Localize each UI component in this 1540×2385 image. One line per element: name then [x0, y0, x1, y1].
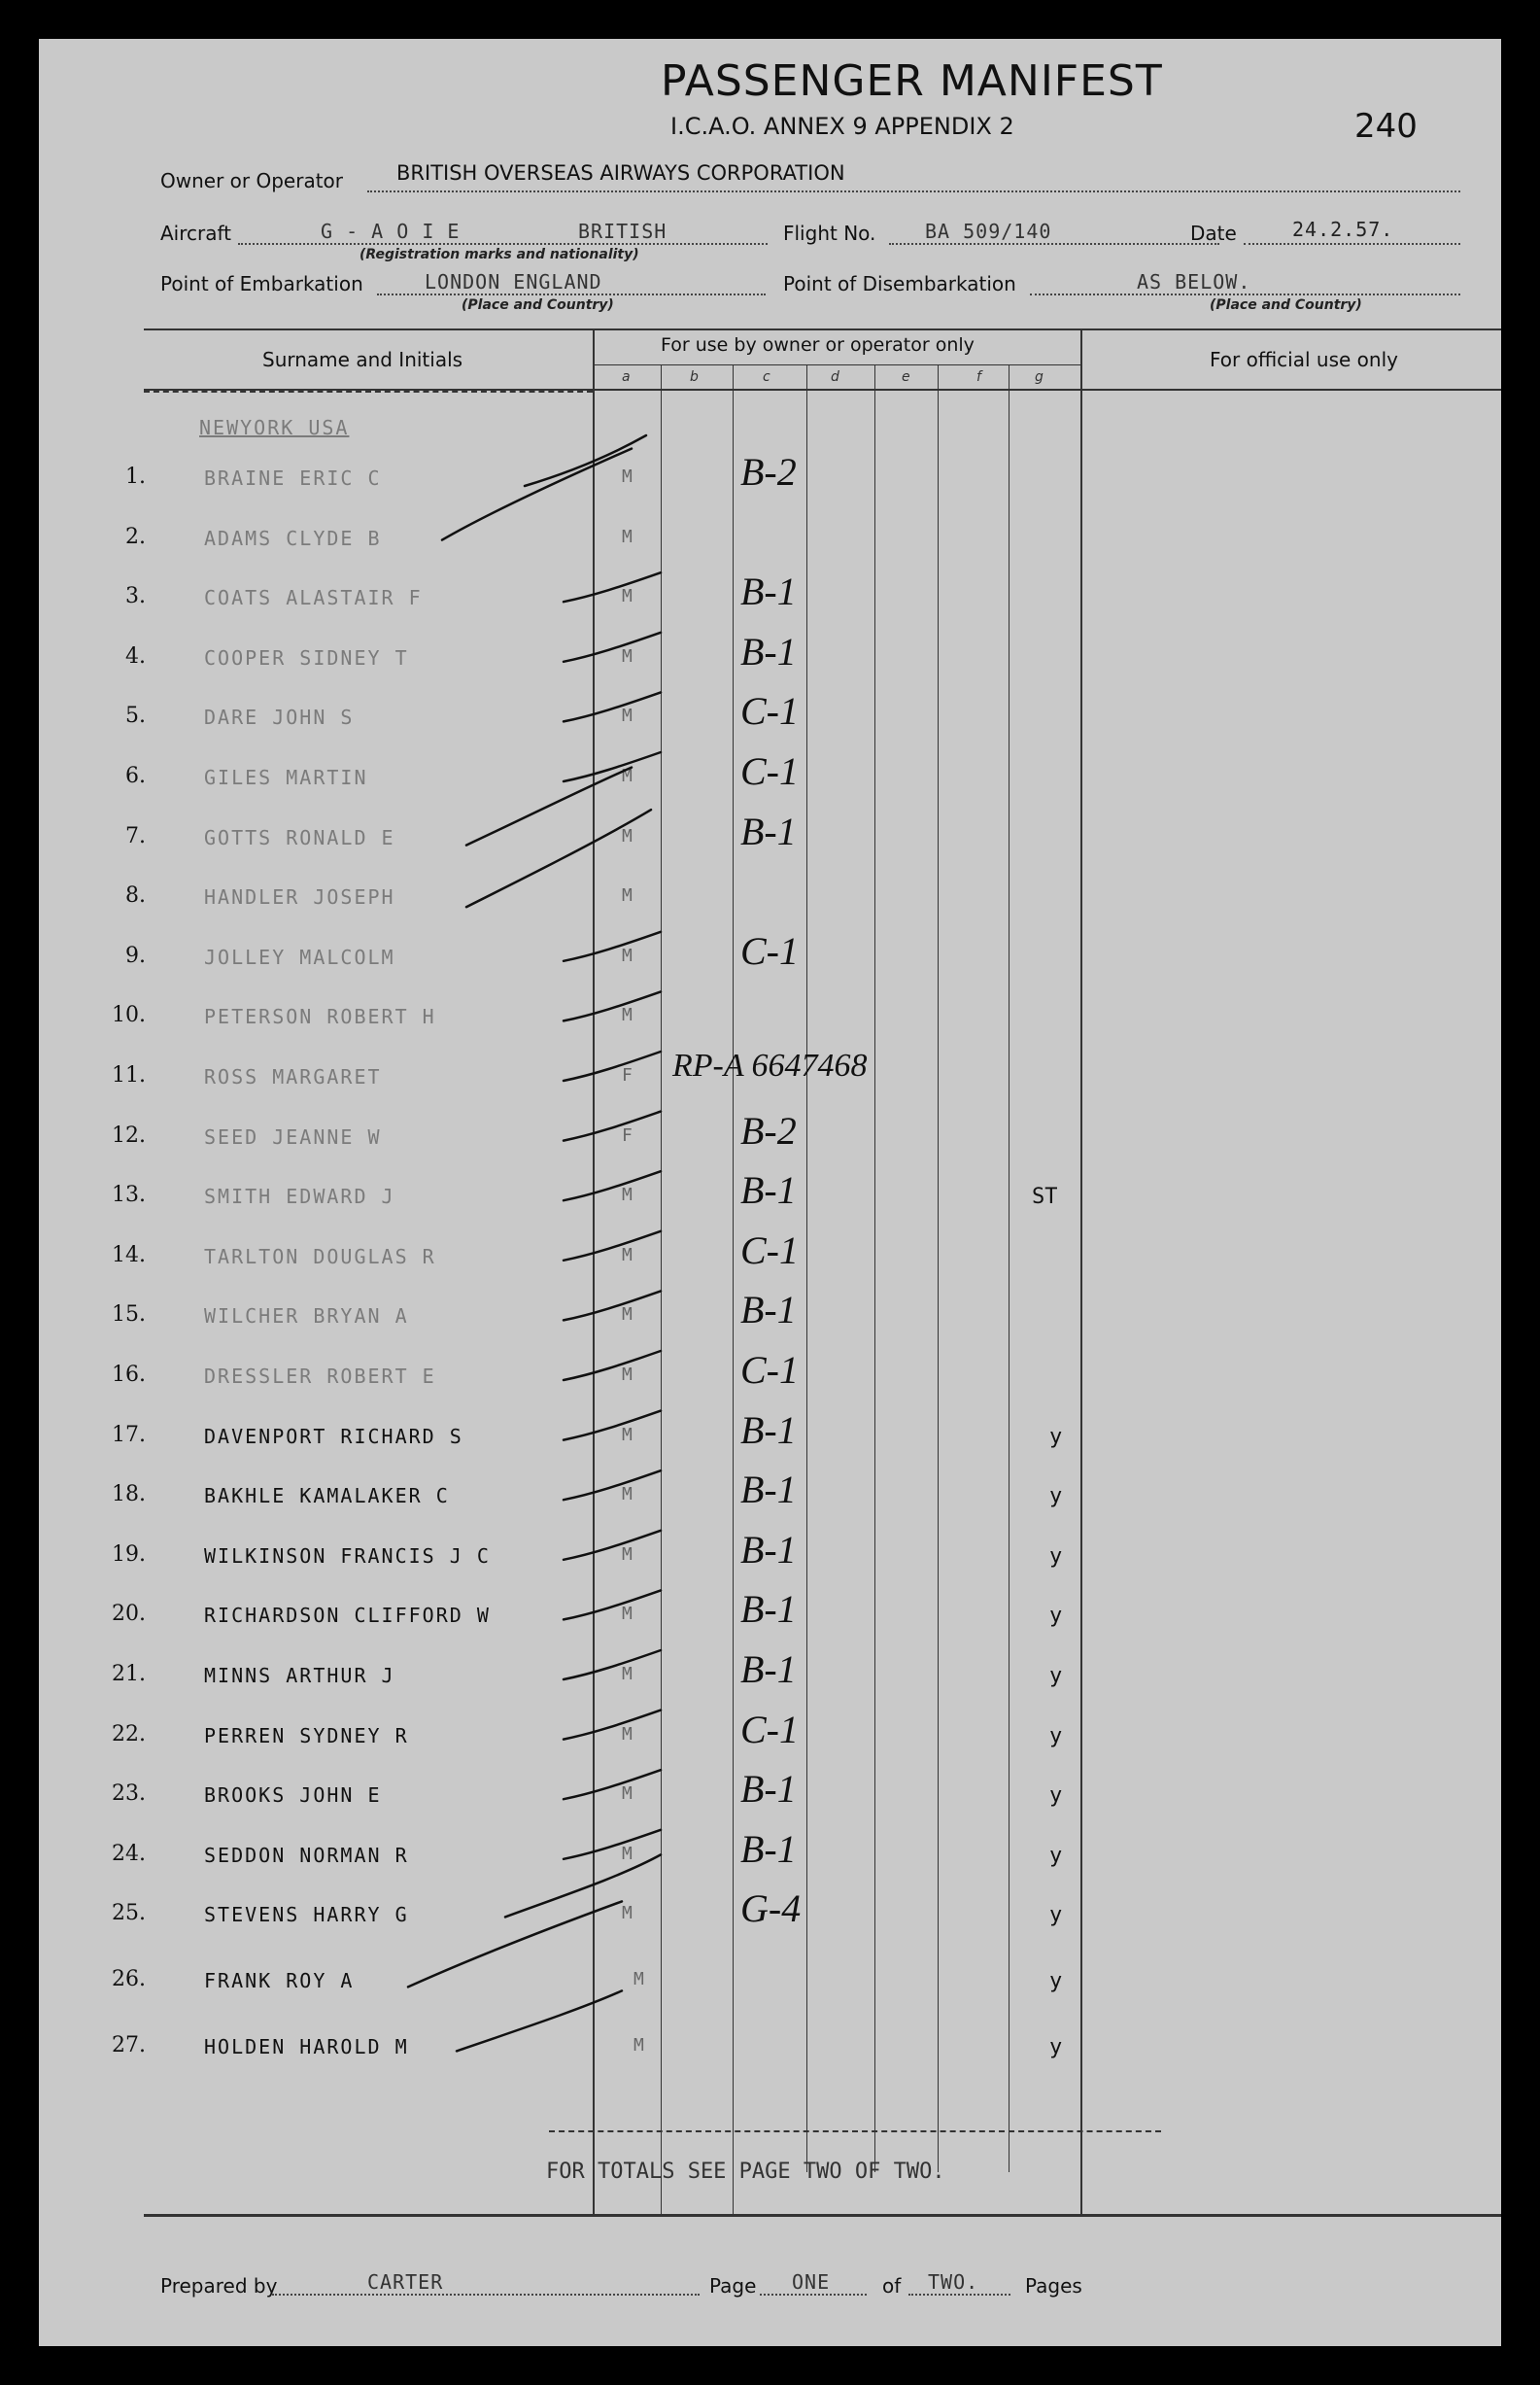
- row-number: 9.: [125, 943, 146, 968]
- tick-stroke: [564, 1112, 661, 1141]
- handwritten-code: C-1: [740, 1227, 799, 1272]
- tick-stroke: [564, 1291, 661, 1320]
- passenger-sex: F: [622, 1065, 633, 1086]
- passenger-name: ROSS MARGARET: [204, 1065, 382, 1089]
- page-value: ONE: [792, 2270, 831, 2294]
- handwritten-code: B-1: [740, 1587, 797, 1632]
- passenger-sex: M: [622, 1484, 633, 1505]
- passenger-sex: M: [622, 1604, 633, 1625]
- passenger-sex: M: [622, 645, 633, 667]
- passenger-sex: M: [633, 2035, 644, 2057]
- col-letter-b: b: [690, 369, 699, 385]
- embark-place-note: (Place and Country): [462, 297, 614, 313]
- passenger-name: GOTTS RONALD E: [204, 825, 395, 849]
- tick-stroke: [564, 1650, 661, 1679]
- flight-number: BA 509/140: [925, 220, 1052, 243]
- tick-stroke: [564, 991, 661, 1020]
- passenger-name: MINNS ARTHUR J: [204, 1664, 395, 1687]
- page-stamp-number: 240: [1354, 107, 1418, 146]
- handwritten-code: C-1: [740, 1707, 799, 1751]
- col-letter-d: d: [831, 369, 839, 385]
- tick-stroke: [564, 1531, 661, 1560]
- column-g-mark: ST: [1032, 1185, 1058, 1210]
- flight-label: Flight No.: [783, 222, 876, 245]
- handwritten-code: B-1: [740, 1826, 797, 1871]
- passenger-sex: F: [622, 1124, 633, 1146]
- row-number: 5.: [125, 704, 146, 729]
- handwritten-code: B-1: [740, 1767, 797, 1812]
- row-number: 18.: [112, 1482, 146, 1507]
- passenger-sex: M: [622, 1903, 633, 1924]
- row-number: 7.: [125, 823, 146, 848]
- page-label: Page: [709, 2274, 757, 2298]
- aircraft-nationality: BRITISH: [578, 220, 667, 243]
- row-number: 15.: [112, 1302, 146, 1328]
- date-label: Date: [1190, 222, 1237, 245]
- passenger-name: DARE JOHN S: [204, 706, 355, 730]
- passenger-name: DAVENPORT RICHARD S: [204, 1424, 463, 1448]
- passenger-sex: M: [622, 526, 633, 547]
- row-number: 14.: [112, 1242, 146, 1267]
- passenger-name: STEVENS HARRY G: [204, 1903, 409, 1927]
- col-letter-f: f: [976, 369, 981, 385]
- handwritten-tick-marks: [39, 39, 1501, 2346]
- col-letter-g: g: [1035, 369, 1044, 385]
- surname-column-header: Surname and Initials: [262, 348, 463, 371]
- passenger-name: TARLTON DOUGLAS R: [204, 1244, 436, 1268]
- handwritten-code: C-1: [740, 1348, 799, 1392]
- column-g-mark: y: [1049, 1543, 1063, 1569]
- passenger-sex: M: [622, 1424, 633, 1445]
- destination-heading: NEWYORK USA: [199, 416, 350, 439]
- operator-column-header: For use by owner or operator only: [661, 334, 975, 356]
- row-number: 20.: [112, 1602, 146, 1627]
- row-number: 16.: [112, 1363, 146, 1387]
- passenger-sex: M: [622, 825, 633, 847]
- embark-label: Point of Embarkation: [160, 272, 363, 295]
- handwritten-code: B-2: [740, 450, 797, 494]
- row-number: 27.: [112, 2033, 146, 2058]
- official-column-header: For official use only: [1210, 348, 1398, 371]
- disembark-place-note: (Place and Country): [1210, 297, 1362, 313]
- handwritten-code: B-1: [740, 1407, 797, 1452]
- tick-stroke: [564, 1052, 661, 1081]
- document-subtitle: I.C.A.O. ANNEX 9 APPENDIX 2: [670, 113, 1014, 140]
- row-number: 22.: [112, 1721, 146, 1746]
- passenger-name: FRANK ROY A: [204, 1969, 355, 1993]
- passenger-name: SMITH EDWARD J: [204, 1185, 395, 1209]
- prepared-label: Prepared by: [160, 2274, 278, 2298]
- handwritten-code: C-1: [740, 689, 799, 734]
- column-g-mark: y: [1049, 1604, 1063, 1629]
- handwritten-code: B-1: [740, 1288, 797, 1332]
- handwritten-code: C-1: [740, 749, 799, 793]
- pages-label: Pages: [1025, 2274, 1082, 2298]
- passenger-name: PERREN SYDNEY R: [204, 1723, 409, 1747]
- handwritten-code: G-4: [740, 1886, 802, 1931]
- handwritten-code: C-1: [740, 928, 799, 973]
- passenger-name: SEDDON NORMAN R: [204, 1843, 409, 1867]
- passenger-sex: M: [622, 766, 633, 786]
- embark-value: LONDON ENGLAND: [425, 270, 602, 294]
- column-g-mark: y: [1049, 1424, 1063, 1449]
- row-number: 25.: [112, 1901, 146, 1926]
- passenger-name: COATS ALASTAIR F: [204, 586, 423, 610]
- totals-note: FOR TOTALS SEE PAGE TWO OF TWO.: [546, 2160, 945, 2184]
- row-number: 12.: [112, 1123, 146, 1148]
- passenger-sex: M: [633, 1969, 644, 1990]
- passenger-name: BROOKS JOHN E: [204, 1783, 382, 1808]
- handwritten-code: B-1: [740, 1527, 797, 1572]
- handwritten-code: B-1: [740, 809, 797, 853]
- handwritten-code: B-1: [740, 1468, 797, 1512]
- passenger-name: COOPER SIDNEY T: [204, 645, 409, 670]
- tick-stroke: [466, 810, 651, 907]
- passenger-name: JOLLEY MALCOLM: [204, 945, 395, 969]
- registration-note: (Registration marks and nationality): [359, 247, 639, 262]
- tick-stroke: [442, 449, 632, 540]
- passenger-name: ADAMS CLYDE B: [204, 526, 382, 550]
- handwritten-code: B-1: [740, 629, 797, 674]
- passenger-name: BAKHLE KAMALAKER C: [204, 1484, 450, 1508]
- passenger-name: WILCHER BRYAN A: [204, 1304, 409, 1329]
- col-letter-e: e: [902, 369, 910, 385]
- row-number: 24.: [112, 1841, 146, 1866]
- owner-label: Owner or Operator: [160, 169, 343, 192]
- passenger-name: GILES MARTIN: [204, 766, 368, 789]
- passenger-sex: M: [622, 1185, 633, 1206]
- document-title: PASSENGER MANIFEST: [661, 56, 1163, 106]
- tick-stroke: [564, 1411, 661, 1440]
- manifest-page: [39, 39, 1501, 2346]
- tick-stroke: [564, 692, 661, 721]
- column-g-mark: y: [1049, 1484, 1063, 1509]
- passenger-sex: M: [622, 1843, 633, 1864]
- passenger-sex: M: [622, 1723, 633, 1745]
- tick-stroke: [525, 435, 646, 486]
- aircraft-label: Aircraft: [160, 222, 232, 245]
- tick-stroke: [564, 1711, 661, 1740]
- of-value: TWO.: [928, 2270, 979, 2294]
- passenger-name: HOLDEN HAROLD M: [204, 2035, 409, 2059]
- passenger-name: DRESSLER ROBERT E: [204, 1365, 436, 1388]
- col-letter-a: a: [622, 369, 631, 385]
- passenger-sex: M: [622, 1365, 633, 1385]
- column-g-mark: y: [1049, 1783, 1063, 1809]
- passenger-sex: M: [622, 885, 633, 907]
- passenger-sex: M: [622, 1543, 633, 1565]
- row-number: 23.: [112, 1781, 146, 1807]
- passenger-name: RICHARDSON CLIFFORD W: [204, 1604, 491, 1628]
- tick-stroke: [505, 1854, 661, 1917]
- passenger-sex: M: [622, 467, 633, 487]
- handwritten-code: B-1: [740, 570, 797, 614]
- passenger-name: HANDLER JOSEPH: [204, 885, 395, 910]
- row-number: 21.: [112, 1662, 146, 1686]
- passenger-name: WILKINSON FRANCIS J C: [204, 1543, 491, 1568]
- column-g-mark: y: [1049, 1843, 1063, 1868]
- tick-stroke: [457, 1990, 622, 2051]
- handwritten-code: RP-A 6647468: [672, 1048, 868, 1084]
- passenger-sex: M: [622, 1244, 633, 1265]
- passenger-name: SEED JEANNE W: [204, 1124, 382, 1149]
- tick-stroke: [564, 932, 661, 961]
- column-g-mark: y: [1049, 1664, 1063, 1688]
- tick-stroke: [564, 633, 661, 662]
- col-letter-c: c: [763, 369, 770, 385]
- row-number: 10.: [112, 1003, 146, 1028]
- disembark-value: AS BELOW.: [1137, 270, 1251, 294]
- row-number: 6.: [125, 764, 146, 788]
- row-number: 2.: [125, 524, 146, 549]
- row-number: 4.: [125, 643, 146, 669]
- row-number: 26.: [112, 1967, 146, 1992]
- of-label: of: [882, 2274, 902, 2298]
- handwritten-code: B-1: [740, 1647, 797, 1691]
- passenger-name: PETERSON ROBERT H: [204, 1005, 436, 1029]
- handwritten-code: B-2: [740, 1108, 797, 1153]
- row-number: 13.: [112, 1183, 146, 1208]
- row-number: 11.: [112, 1063, 146, 1088]
- passenger-sex: M: [622, 1664, 633, 1684]
- owner-value: BRITISH OVERSEAS AIRWAYS CORPORATION: [396, 161, 845, 185]
- tick-stroke: [564, 1171, 661, 1200]
- row-number: 19.: [112, 1541, 146, 1567]
- tick-stroke: [564, 1351, 661, 1380]
- date-value: 24.2.57.: [1292, 218, 1394, 241]
- row-number: 8.: [125, 883, 146, 909]
- column-g-mark: y: [1049, 1723, 1063, 1748]
- passenger-sex: M: [622, 1005, 633, 1026]
- row-number: 17.: [112, 1422, 146, 1447]
- passenger-sex: M: [622, 1304, 633, 1326]
- passenger-sex: M: [622, 945, 633, 966]
- column-g-mark: y: [1049, 1969, 1063, 1994]
- row-number: 3.: [125, 584, 146, 609]
- tick-stroke: [564, 1590, 661, 1619]
- row-number: 1.: [125, 465, 146, 489]
- handwritten-code: B-1: [740, 1168, 797, 1213]
- tick-stroke: [564, 1770, 661, 1799]
- tick-stroke: [564, 572, 661, 602]
- disembark-label: Point of Disembarkation: [783, 272, 1016, 295]
- passenger-sex: M: [622, 706, 633, 727]
- passenger-sex: M: [622, 1783, 633, 1805]
- tick-stroke: [564, 1231, 661, 1261]
- aircraft-registration: G - A O I E: [321, 220, 461, 243]
- column-g-mark: y: [1049, 1903, 1063, 1928]
- tick-stroke: [564, 1470, 661, 1500]
- passenger-name: BRAINE ERIC C: [204, 467, 382, 490]
- column-g-mark: y: [1049, 2035, 1063, 2060]
- tick-stroke: [564, 1830, 661, 1859]
- prepared-value: CARTER: [367, 2270, 444, 2294]
- passenger-sex: M: [622, 586, 633, 607]
